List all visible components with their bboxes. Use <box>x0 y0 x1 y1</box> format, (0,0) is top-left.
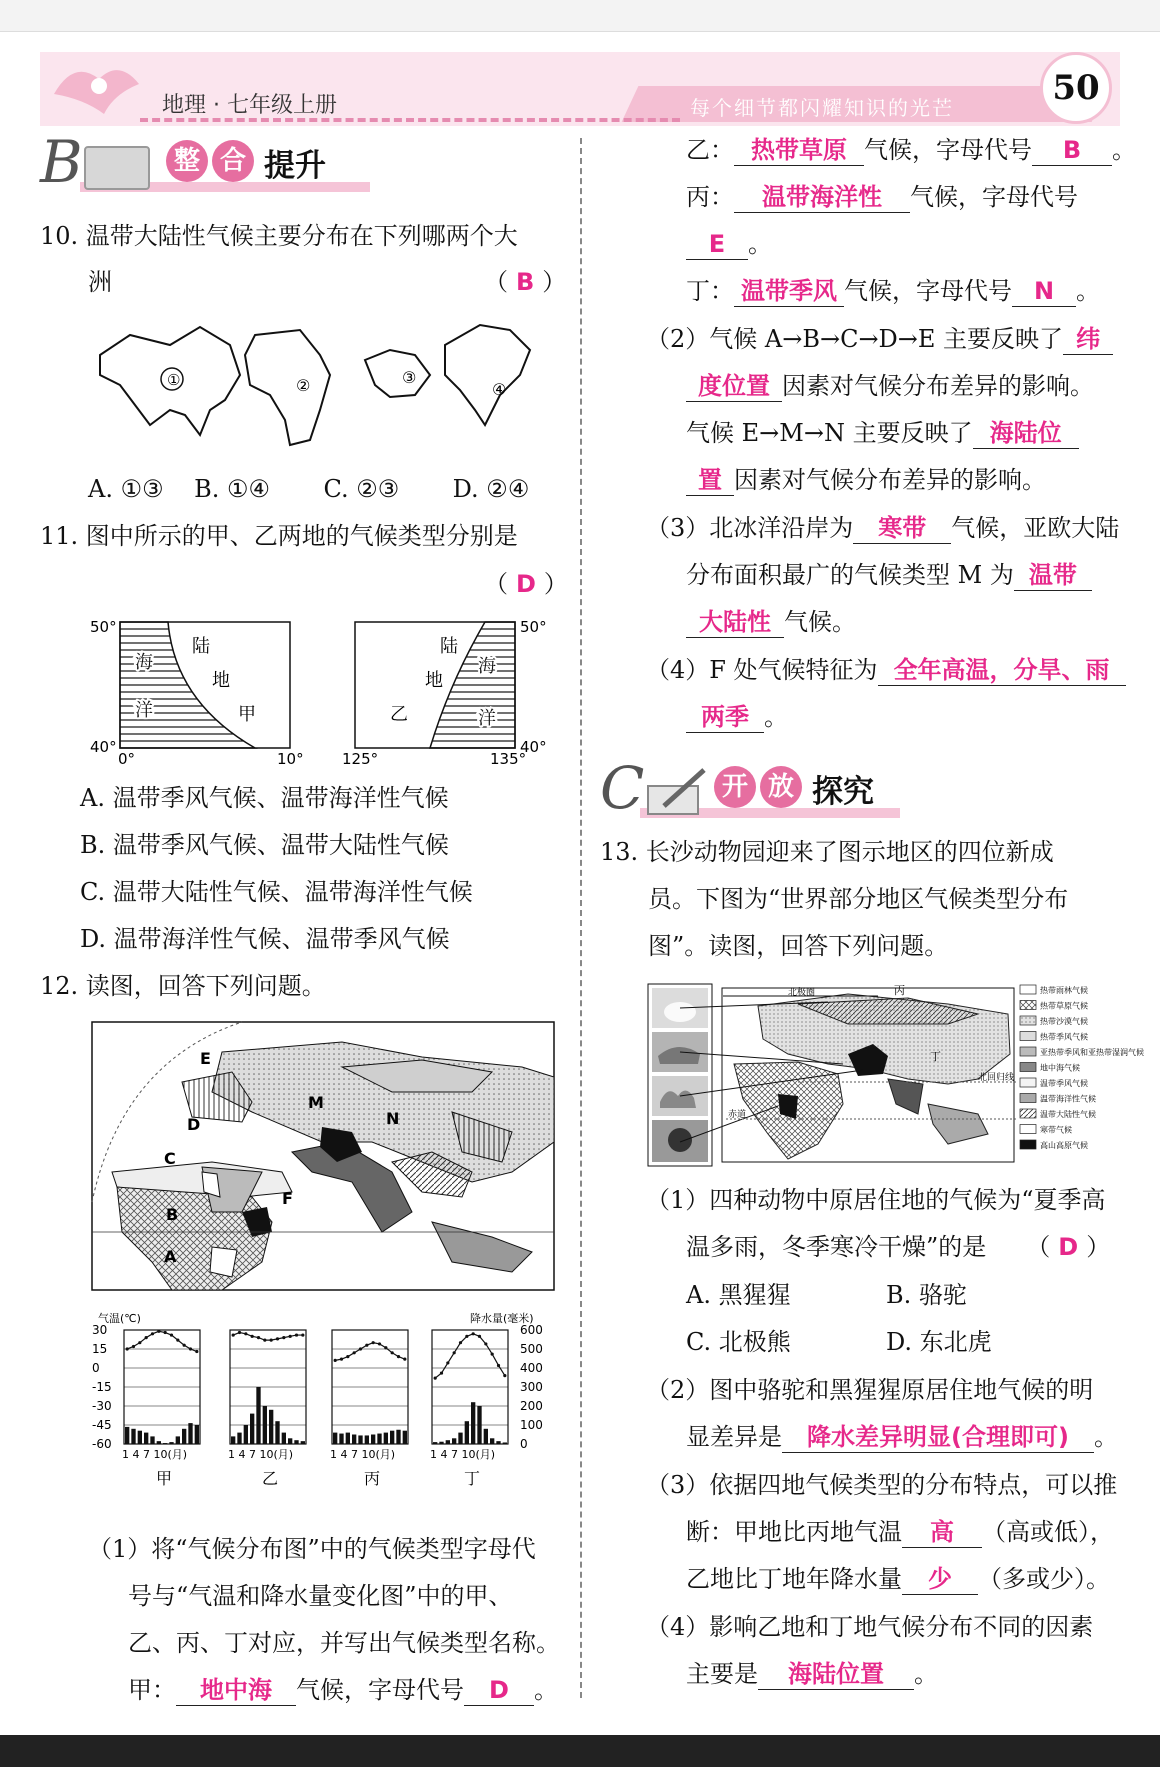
q11-figure <box>80 612 560 767</box>
legend-label: 温带季风气候 <box>1040 1079 1088 1088</box>
precip-bar <box>144 1433 148 1444</box>
answer-yi-code: B <box>1032 136 1112 166</box>
legend-label: 寒带气候 <box>1040 1125 1072 1135</box>
q12-s2-line4: 置 因素对气候分布差异的影响。 <box>686 466 1046 496</box>
precip-bar <box>288 1438 292 1444</box>
temp-tick: -30 <box>92 1399 112 1413</box>
flower-ornament-icon <box>44 54 144 122</box>
answer-q13-s4: 海陆位置 <box>758 1660 914 1690</box>
q11-line1: 11. 图中所示的甲、乙两地的气候类型分别是 <box>40 522 518 550</box>
answer-bing-climate: 温带海洋性 <box>734 183 910 213</box>
q13-s3-line1: （3）依据四地气候类型的分布特点，可以推 <box>646 1471 1118 1499</box>
book-title: 地理 · 七年级上册 <box>162 93 337 118</box>
page-header <box>40 52 1120 126</box>
answer-s3-m-a: 温带 <box>1014 561 1092 591</box>
map-label-e: E <box>200 1049 211 1068</box>
precip-bar <box>301 1441 305 1444</box>
precip-bar <box>433 1442 437 1444</box>
q12-s4-line2: 两季 。 <box>686 703 788 733</box>
q13-line3: 图”。读图，回答下列问题。 <box>648 932 949 960</box>
precip-bar <box>256 1387 260 1444</box>
answer-bing-code: E <box>686 230 748 260</box>
precip-bar <box>188 1423 192 1444</box>
legend-swatch <box>1020 1140 1036 1149</box>
precip-bar <box>446 1440 450 1444</box>
q12-s3-line3: 大陆性 气候。 <box>686 608 856 638</box>
precip-bar <box>403 1431 407 1444</box>
q12-s4-line1: （4）F 处气候特征为 全年高温，分旱、雨 <box>646 656 1126 686</box>
section-letter: C <box>600 754 645 822</box>
legend-swatch <box>1020 985 1036 994</box>
map-label-b: B <box>166 1205 179 1224</box>
legend-label: 温带海洋性气候 <box>1040 1094 1096 1104</box>
q12-bing-line: 丙： 温带海洋性 气候，字母代号 <box>686 183 1078 211</box>
answer-s2-factor2-b: 置 <box>686 466 734 496</box>
legend-swatch <box>1020 1063 1036 1072</box>
precip-bar <box>371 1435 375 1445</box>
precip-bar <box>169 1442 173 1444</box>
climate-panel <box>330 1330 408 1488</box>
q13-s4-line1: （4）影响乙地和丁地气候分布不同的因素 <box>646 1613 1094 1641</box>
q10-mark-4: ④ <box>492 380 507 399</box>
q11-option-a: A. 温带季风气候、温带海洋性气候 <box>80 784 449 812</box>
precip-bar <box>294 1440 298 1444</box>
q12-ding-line: 丁： 温带季风 气候，字母代号 N 。 <box>686 277 1100 305</box>
month-ticks: 1 4 7 10(月) <box>228 1448 294 1461</box>
precip-bar <box>275 1421 279 1444</box>
precip-bar <box>157 1441 161 1444</box>
precip-bar <box>150 1436 154 1444</box>
map-label-c: C <box>164 1149 176 1168</box>
precip-bar <box>250 1414 254 1444</box>
q13-option-d: D. 东北虎 <box>886 1328 992 1356</box>
precip-bar <box>263 1406 267 1444</box>
q13-s1-line1: （1）四种动物中原居住地的气候为“夏季高 <box>646 1186 1106 1214</box>
section-letter: B <box>40 128 83 196</box>
precip-tick: 400 <box>520 1361 543 1375</box>
temp-tick: -45 <box>92 1418 112 1432</box>
section-word: 探究 <box>812 774 874 810</box>
label-di-left: 地 <box>212 670 230 691</box>
q13-s4-line2: 主要是 海陆位置 。 <box>686 1660 938 1688</box>
label-yang-left: 洋 <box>135 700 153 721</box>
pencil-icon <box>644 766 710 818</box>
precip-tick: 500 <box>520 1342 543 1356</box>
legend-swatch <box>1020 1032 1036 1041</box>
precip-bar <box>131 1429 135 1444</box>
q11-option-c: C. 温带大陆性气候、温带海洋性气候 <box>80 878 473 906</box>
precip-bar <box>269 1410 273 1444</box>
section-word: 提升 <box>264 148 326 184</box>
q13-climate-map <box>648 984 1144 1166</box>
precip-bar <box>195 1425 199 1444</box>
label-arctic-circle: 北极圈 <box>788 988 816 998</box>
legend-label: 热带草原气候 <box>1040 1001 1088 1011</box>
q10-mark-3: ③ <box>402 368 417 387</box>
q12-jia-line: 甲： 地中海 气候，字母代号 D 。 <box>128 1676 558 1704</box>
precip-bar <box>452 1438 456 1444</box>
answer-s4-b: 两季 <box>686 703 764 733</box>
answer-s4-a: 全年高温，分旱、雨 <box>878 656 1126 686</box>
answer-jia-climate: 地中海 <box>176 1676 296 1706</box>
climate-panel <box>228 1330 306 1488</box>
lon-0: 0° <box>118 750 136 768</box>
precip-bar <box>471 1402 475 1444</box>
label-yang-right: 洋 <box>478 708 496 729</box>
precip-bar <box>365 1435 369 1444</box>
precip-bar <box>484 1429 488 1444</box>
legend-swatch <box>1020 1078 1036 1087</box>
climate-panel <box>122 1330 200 1488</box>
q13-line2: 员。下图为“世界部分地区气候类型分布 <box>648 885 1069 913</box>
precip-bar <box>458 1433 462 1444</box>
q11-option-d: D. 温带海洋性气候、温带季风气候 <box>80 925 450 953</box>
q13-s1-answer: D <box>1058 1233 1079 1261</box>
book-icon <box>84 146 150 190</box>
q12-line1: 12. 读图，回答下列问题。 <box>40 972 326 1000</box>
section-c-heading <box>600 754 920 822</box>
q12-s1-line2: 号与“气温和降水量变化图”中的甲、 <box>128 1582 513 1610</box>
q12-s2-line2: 度位置 因素对气候分布差异的影响。 <box>686 372 1094 402</box>
map-label-bing: 丙 <box>894 984 905 997</box>
precip-bar <box>339 1434 343 1444</box>
legend-swatch <box>1020 1125 1036 1134</box>
answer-q13-s3-precip: 少 <box>902 1565 978 1595</box>
q12-climate-charts <box>92 1308 554 1518</box>
panel-name: 丁 <box>464 1469 481 1488</box>
map-label-d: D <box>187 1115 201 1134</box>
precip-bar <box>163 1443 167 1444</box>
heading-bubble-2: 合 <box>212 140 254 182</box>
top-bar <box>0 0 1160 32</box>
legend-swatch <box>1020 1047 1036 1056</box>
answer-s3-arctic: 寒带 <box>853 514 951 544</box>
map-label-m: M <box>308 1093 324 1112</box>
climate-panel <box>430 1330 508 1488</box>
q10-continent-figure <box>90 315 560 460</box>
precip-bar <box>346 1433 350 1444</box>
temp-tick: -60 <box>92 1437 112 1451</box>
label-equator: 赤道 <box>728 1110 747 1120</box>
section-b-heading <box>40 128 370 196</box>
month-ticks: 1 4 7 10(月) <box>430 1448 496 1461</box>
panel-name: 乙 <box>262 1469 279 1488</box>
q11-answer: D <box>516 570 536 598</box>
precip-bar <box>176 1436 180 1444</box>
legend-label: 热带季风气候 <box>1040 1032 1088 1042</box>
q10-answer: B <box>516 268 535 296</box>
q12-s2-line3: 气候 E→M→N 主要反映了 海陆位 <box>686 419 1079 449</box>
legend-swatch <box>1020 1109 1036 1118</box>
q13-line1: 13. 长沙动物园迎来了图示地区的四位新成 <box>600 838 1054 866</box>
temp-tick: 30 <box>92 1323 108 1337</box>
q10-line1: 10. 温带大陆性气候主要分布在下列哪两个大 <box>40 222 518 250</box>
lon-10: 10° <box>277 750 304 768</box>
heading-bubble-1: 开 <box>714 766 756 808</box>
map-label-a: A <box>164 1247 177 1266</box>
map-label-f: F <box>282 1189 293 1208</box>
map-label-n: N <box>386 1109 400 1128</box>
heading-bubble-2: 放 <box>760 766 802 808</box>
legend-label: 温带大陆性气候 <box>1040 1110 1096 1119</box>
precip-bar <box>352 1435 356 1445</box>
q12-bing-code-line: E 。 <box>686 230 772 260</box>
month-ticks: 1 4 7 10(月) <box>122 1448 188 1461</box>
legend-label: 高山高原气候 <box>1040 1141 1088 1150</box>
precip-bar <box>182 1429 186 1444</box>
q12-s1-line1: （1）将“气候分布图”中的气候类型字母代 <box>88 1535 536 1563</box>
label-yi: 乙 <box>390 704 408 725</box>
legend-label: 亚热带季风和亚热带湿润气候 <box>1040 1048 1144 1057</box>
q13-s2-line2: 显差异是 降水差异明显(合理即可) 。 <box>686 1423 1118 1451</box>
precip-bar <box>439 1442 443 1444</box>
answer-yi-climate: 热带草原 <box>734 136 864 166</box>
chart-precip-label: 降水量(毫米) <box>470 1312 534 1325</box>
precip-tick: 100 <box>520 1418 543 1432</box>
precip-bar <box>465 1421 469 1444</box>
answer-jia-code: D <box>464 1676 534 1706</box>
answer-s2-factor1-b: 度位置 <box>686 372 782 402</box>
precip-bar <box>244 1425 248 1444</box>
precip-tick: 600 <box>520 1323 543 1337</box>
precip-tick: 200 <box>520 1399 543 1413</box>
header-slogan: 每个细节都闪耀知识的光芒 <box>690 96 954 120</box>
label-di-right: 地 <box>425 670 443 691</box>
temp-tick: -15 <box>92 1380 112 1394</box>
q12-s2-line1: （2）气候 A→B→C→D→E 主要反映了 纬 <box>646 325 1113 355</box>
q13-s1-line2: 温多雨，冬季寒冷干燥”的是 （ D ） <box>686 1233 1111 1261</box>
lat-50-right: 50° <box>520 618 547 636</box>
answer-s3-m-b: 大陆性 <box>686 608 784 638</box>
answer-q13-s3-temp: 高 <box>902 1518 982 1548</box>
precip-bar <box>138 1431 142 1444</box>
q12-yi-line: 乙： 热带草原 气候，字母代号 B 。 <box>686 136 1136 164</box>
temp-tick: 0 <box>92 1361 100 1375</box>
legend-label: 热带沙漠气候 <box>1040 1017 1088 1026</box>
label-tropic-cancer: 北回归线 <box>978 1073 1015 1083</box>
q10-mark-2: ② <box>296 376 311 395</box>
label-lu-right: 陆 <box>440 636 458 657</box>
lon-135: 135° <box>490 750 527 768</box>
month-ticks: 1 4 7 10(月) <box>330 1448 396 1461</box>
legend-label: 地中海气候 <box>1040 1063 1080 1073</box>
q13-option-b: B. 骆驼 <box>886 1281 967 1309</box>
precip-bar <box>477 1406 481 1444</box>
lat-40-right: 40° <box>520 738 547 756</box>
q11-answer-bracket: （ D ） <box>484 570 568 598</box>
precip-bar <box>231 1436 235 1444</box>
precip-tick: 0 <box>520 1437 528 1451</box>
precip-bar <box>384 1433 388 1444</box>
answer-q13-s2: 降水差异明显(合理即可) <box>782 1423 1094 1453</box>
temp-tick: 15 <box>92 1342 108 1356</box>
precip-bar <box>490 1438 494 1444</box>
q12-s3-line2: 分布面积最广的气候类型 M 为 温带 <box>686 561 1092 591</box>
label-lu-left: 陆 <box>192 636 210 657</box>
legend-swatch <box>1020 1016 1036 1025</box>
precip-bar <box>237 1433 241 1444</box>
bottom-bar <box>0 1735 1160 1767</box>
q13-s2-line1: （2）图中骆驼和黑猩猩原居住地气候的明 <box>646 1376 1094 1404</box>
q13-s3-line2: 断：甲地比丙地气温 高 （高或低）， <box>686 1518 1114 1546</box>
q11-option-b: B. 温带季风气候、温带大陆性气候 <box>80 831 449 859</box>
label-jia: 甲 <box>238 704 256 725</box>
precip-tick: 300 <box>520 1380 543 1394</box>
q10-mark-1: ① <box>167 371 181 389</box>
precip-bar <box>503 1442 507 1444</box>
legend-swatch <box>1020 1094 1036 1103</box>
precip-bar <box>390 1431 394 1444</box>
column-divider <box>580 138 582 1698</box>
precip-bar <box>377 1434 381 1444</box>
q13-option-c: C. 北极熊 <box>686 1328 791 1356</box>
lat-50-left: 50° <box>90 618 117 636</box>
label-hai-right: 海 <box>478 656 496 677</box>
q13-option-a: A. 黑猩猩 <box>686 1281 791 1309</box>
legend-label: 热带雨林气候 <box>1040 986 1088 995</box>
panel-name: 甲 <box>156 1469 173 1488</box>
precip-bar <box>125 1427 129 1444</box>
answer-s2-factor2-a: 海陆位 <box>973 419 1079 449</box>
page-number: 50 <box>1040 52 1112 124</box>
q12-s3-line1: （3）北冰洋沿岸为 寒带 气候，亚欧大陆 <box>646 514 1120 542</box>
q10-line2: 洲 <box>88 268 112 296</box>
panel-name: 丙 <box>364 1469 381 1488</box>
heading-bubble-1: 整 <box>166 140 208 182</box>
answer-ding-code: N <box>1012 277 1076 307</box>
precip-bar <box>282 1433 286 1444</box>
answer-ding-climate: 温带季风 <box>734 277 844 307</box>
lat-40-left: 40° <box>90 738 117 756</box>
precip-bar <box>333 1433 337 1444</box>
chart-temp-label: 气温(℃) <box>98 1312 141 1325</box>
answer-s2-factor1-a: 纬 <box>1063 325 1113 355</box>
legend-swatch <box>1020 1001 1036 1010</box>
q10-options: A. ①③ B. ①④ C. ②③ D. ②④ <box>88 475 530 503</box>
map-label-ding: 丁 <box>930 1050 941 1063</box>
q13-s3-line3: 乙地比丁地年降水量 少 （多或少）。 <box>686 1565 1110 1593</box>
precip-bar <box>358 1435 362 1444</box>
label-hai-left: 海 <box>135 652 153 673</box>
q10-answer-bracket: （ B ） <box>484 268 567 296</box>
precip-bar <box>396 1430 400 1444</box>
q12-climate-map <box>92 1022 554 1290</box>
q12-s1-line3: 乙、丙、丁对应，并写出气候类型名称。 <box>128 1629 560 1657</box>
precip-bar <box>496 1441 500 1444</box>
lon-125: 125° <box>342 750 379 768</box>
